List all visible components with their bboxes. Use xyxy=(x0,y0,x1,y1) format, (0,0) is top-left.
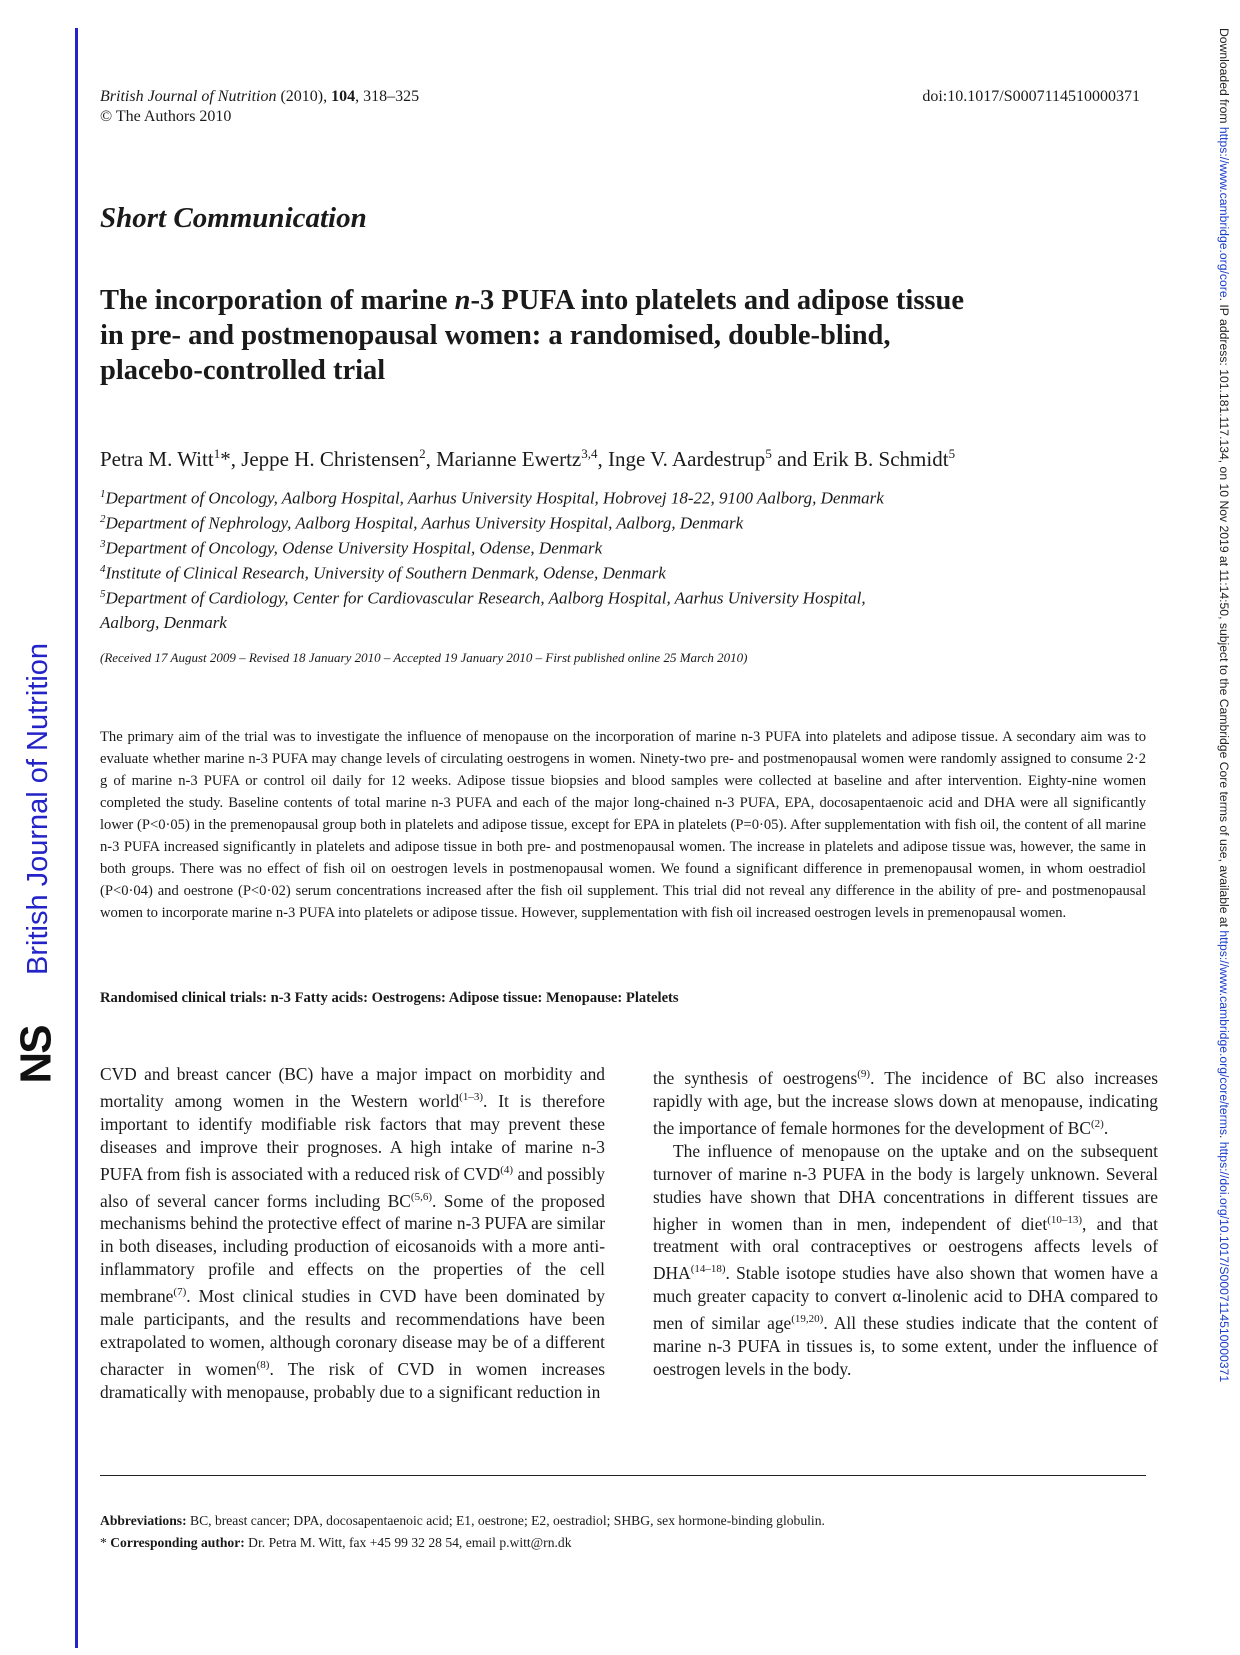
journal-year: (2010), xyxy=(280,88,328,105)
title-line2: in pre- and postmenopausal women: a randomised, double-blind, xyxy=(100,320,891,351)
journal-volume: 104 xyxy=(331,88,356,105)
author-name: Erik B. Schmidt xyxy=(812,447,949,471)
affiliation xyxy=(100,538,602,559)
copyright: © The Authors 2010 xyxy=(100,108,232,125)
affiliation xyxy=(100,513,743,534)
journal-name: British Journal of Nutrition xyxy=(100,88,277,105)
body-column-right xyxy=(653,1063,1158,1381)
citation-ref: (5,6) xyxy=(410,1190,432,1203)
journal-side-banner xyxy=(10,590,60,1110)
abbreviations-text: BC, breast cancer; DPA, docosapentaenoic acid; E1, oestrone; E2, oestradiol; SHBG, sex hormone-binding globulin. xyxy=(186,1513,825,1528)
body-text: . It is therefore important to identify modifiable risk factors that may prevent these diseases and improve their prognoses. A high intake of marine n-3 PUFA from fish is associated with a reduced risk of CVD xyxy=(100,1090,605,1184)
author-sup: 1 xyxy=(213,446,221,461)
citation-ref: (7) xyxy=(173,1286,187,1299)
affiliation-num: 1 xyxy=(100,488,106,500)
affiliation-num: 2 xyxy=(100,513,106,525)
author-mark: *, xyxy=(220,447,236,471)
cambridge-core-link[interactable]: https://www.cambridge.org/core xyxy=(1217,126,1231,298)
body-text: and possibly also of several cancer forms including BC xyxy=(100,1163,605,1211)
terms-link[interactable]: https://www.cambridge.org/core/terms xyxy=(1217,930,1231,1135)
received-dates: (Received 17 August 2009 – Revised 18 January 2010 – Accepted 19 January 2010 – First published online 25 March 2010) xyxy=(100,650,748,665)
section-type: Short Communication xyxy=(100,202,367,234)
author-list xyxy=(100,446,955,472)
corresponding-star: * xyxy=(100,1535,111,1550)
body-text: . Most clinical studies in CVD have been dominated by male participants, and the results and recommendations have been extrapolated to women, although coronary disease may be of a different character in women xyxy=(100,1286,605,1379)
body-paragraph xyxy=(653,1140,1158,1381)
abstract: The primary aim of the trial was to investigate the influence of menopause on the incorporation of marine n-3 PUFA into platelets and adipose tissue. A secondary aim was to evaluate whether marine n-3 PUFA may change levels of circulating oestrogens in women. Ninety-two pre- and postmenopausal women were randomly assigned to consume 2·2 g of marine n-3 PUFA or control oil daily for 12 weeks. Adipose tissue biopsies and blood samples were collected at baseline and after intervention. Eighty-nine women completed the study. Baseline contents of total marine n-3 PUFA and each of the major long-chained n-3 PUFA, EPA, docosapentaenoic acid and DHA were all significantly lower (P<0·05) in the premenopausal group both in platelets and adipose tissue, except for EPA in platelets (P=0·05). After supplementation with fish oil, the content of all marine n-3 PUFA increased significantly in platelets and adipose tissue in both pre- and postmenopausal women. The increase in platelets and adipose tissue was, however, the same in both groups. There was no effect of fish oil on oestrogen levels in postmenopausal women. We found a significant difference in premenopausal women, in whom oestradiol (P<0·04) and oestrone (P<0·02) serum concentrations increased after the fish oil supplement. This trial did not reveal any difference in the ability of pre- and postmenopausal women to incorporate marine n-3 PUFA into platelets or adipose tissue. However, supplementation with fish oil increased oestrogen levels in premenopausal women. xyxy=(100,729,1146,921)
body-text: the synthesis of oestrogens xyxy=(653,1067,858,1088)
affiliation-text: Department of Oncology, Odense University Hospital, Odense, Denmark xyxy=(105,538,603,558)
journal-side-name: British Journal of Nutrition xyxy=(22,642,54,975)
body-text: CVD and breast cancer (BC) have a major impact on morbidity and mortality among women in the Western world xyxy=(100,1064,605,1111)
author-name: Petra M. Witt xyxy=(100,447,214,471)
author-sup: 5 xyxy=(765,446,772,461)
left-margin-rule xyxy=(75,28,78,1648)
citation xyxy=(100,88,419,106)
body-paragraph xyxy=(100,1063,605,1404)
title-line3: placebo-controlled trial xyxy=(100,355,386,386)
citation-ref: (8) xyxy=(256,1359,270,1372)
body-text: . The risk of CVD in women increases dramatically with menopause, probably due to a significant reduction in xyxy=(100,1358,606,1402)
body-text: . All these studies indicate that the content of marine n-3 PUFA in tissues is, to some extent, under the influence of oestrogen levels in the body. xyxy=(653,1312,1158,1379)
citation-ref: (14–18) xyxy=(690,1263,726,1276)
ns-logo: NS xyxy=(11,1026,61,1084)
title-part2: -3 PUFA into platelets and adipose tissue xyxy=(470,285,965,316)
affiliation-text: Department of Cardiology, Center for Cardiovascular Research, Aalborg Hospital, Aarhus University Hospital, xyxy=(105,588,866,608)
affiliation xyxy=(100,588,866,609)
body-text: . xyxy=(1103,1117,1109,1138)
corresponding-author-footnote xyxy=(100,1535,572,1551)
author-name: Jeppe H. Christensen xyxy=(241,447,420,471)
abbreviations-footnote xyxy=(100,1513,825,1529)
affiliation-text: Department of Oncology, Aalborg Hospital, Aarhus University Hospital, Hobrovej 18-22, 9100 Aalborg, Denmark xyxy=(105,488,884,508)
author-sup: 2 xyxy=(419,446,426,461)
body-column-left xyxy=(100,1063,605,1404)
citation-ref: (4) xyxy=(500,1163,514,1176)
article-title xyxy=(100,283,1120,388)
author-sup: 3,4 xyxy=(581,446,598,461)
author-mark: and xyxy=(771,447,808,471)
citation-ref: (19,20) xyxy=(791,1313,824,1326)
body-text: . The incidence of BC also increases rapidly with age, but the increase slows down at menopause, indicating the importance of female hormones for the development of BC xyxy=(653,1067,1158,1138)
corresponding-text: Dr. Petra M. Witt, fax +45 99 32 28 54, email p.witt@rn.dk xyxy=(244,1535,572,1550)
corresponding-label: Corresponding author: xyxy=(110,1535,245,1550)
download-notice xyxy=(1213,28,1233,1588)
citation-ref: (10–13) xyxy=(1047,1213,1083,1226)
doi-link[interactable]: https://doi.org/10.1017/S0007114510000371 xyxy=(1217,1141,1231,1383)
title-part1: The incorporation of marine xyxy=(100,285,455,316)
download-prefix: Downloaded from xyxy=(1217,28,1231,127)
terms-sep: . xyxy=(1217,1134,1231,1142)
citation-ref: (1–3) xyxy=(459,1091,483,1103)
affiliation-num: 4 xyxy=(100,563,106,575)
body-text: , and that treatment with oral contraceptives or oestrogens affects levels of DHA xyxy=(653,1213,1158,1284)
affiliation xyxy=(100,563,666,584)
abbreviations-label: Abbreviations: xyxy=(100,1513,187,1528)
affiliation xyxy=(100,488,884,509)
affiliation-text: Institute of Clinical Research, University of Southern Denmark, Odense, Denmark xyxy=(105,563,666,583)
author-mark: , xyxy=(597,447,603,471)
footnote-divider xyxy=(100,1475,1146,1476)
affiliation-num: 3 xyxy=(100,538,106,550)
body-text: . Some of the proposed mechanisms behind the protective effect of marine n-3 PUFA are similar in both diseases, including production of eicosanoids with a more anti-inflammatory profile and effects on the properties of the cell membrane xyxy=(100,1190,605,1307)
affiliation-continuation: Aalborg, Denmark xyxy=(100,613,227,632)
citation-ref: (9) xyxy=(857,1068,871,1080)
doi: doi:10.1017/S0007114510000371 xyxy=(922,88,1140,105)
citation-ref: (2) xyxy=(1091,1117,1104,1130)
title-n: n xyxy=(454,285,471,316)
keywords: Randomised clinical trials: n-3 Fatty acids: Oestrogens: Adipose tissue: Menopause: Platelets xyxy=(100,990,679,1006)
journal-pages: , 318–325 xyxy=(355,88,420,105)
author-mark: , xyxy=(425,447,431,471)
body-text: The influence of menopause on the uptake and on the subsequent turnover of marine n-3 PUFA in the body is largely unknown. Several studies have shown that DHA concentrations in different tissues are higher in women than in men, independent of diet xyxy=(653,1140,1158,1234)
download-middle: . IP address: 101.181.117.134, on 10 Nov 2019 at 11:14:50, subject to the Cambridge Core terms of use, available at xyxy=(1217,297,1231,931)
affiliation-num: 5 xyxy=(100,588,106,600)
affiliation-text: Department of Nephrology, Aalborg Hospital, Aarhus University Hospital, Aalborg, Denmark xyxy=(105,513,744,533)
body-paragraph xyxy=(653,1063,1158,1140)
body-text: . Stable isotope studies have also shown that women have a much greater capacity to convert α-linolenic acid to DHA compared to men of similar age xyxy=(653,1263,1158,1333)
author-name: Marianne Ewertz xyxy=(436,447,582,471)
author-sup: 5 xyxy=(948,446,956,461)
author-name: Inge V. Aardestrup xyxy=(608,447,766,471)
